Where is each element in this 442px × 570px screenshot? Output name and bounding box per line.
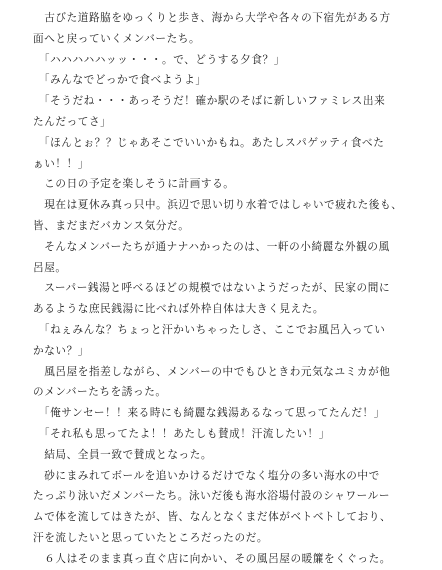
text-line: そんなメンバーたちが通ナナハかったのは、一軒の小綺麗な外観の風	[33, 240, 390, 253]
text-line: かない？」	[33, 344, 89, 357]
text-line: 「そうだね・・・あっそうだ！確か駅のそばに新しいファミレス出来	[33, 95, 386, 108]
text-line: 「それ私も思ってたよ！！あたしも賛成！汗流したい！」	[33, 427, 330, 440]
text-line: 「ほんとぉ？？じゃあそこでいいかもね。あたしスパゲッティ食べた	[33, 136, 385, 149]
text-line: 砂にまみれてボールを追いかけるだけでなく塩分の多い海水の中で	[33, 469, 380, 482]
text-line: 汗を流したいと思っていたところだったのだ。	[33, 531, 269, 544]
text-line: ６人はそのまま真っ直ぐ店に向かい、その風呂屋の暖簾をくぐった。	[33, 552, 391, 565]
text-line: 呂屋。	[33, 261, 67, 274]
text-line: 皆、まだまだバカンス気分だ。	[33, 219, 190, 232]
text-line: 風呂屋を指差しながら、メンバーの中でもひときわ元気なユミカが他	[33, 365, 391, 378]
text-line: 現在は夏休み真っ只中。浜辺で思い切り水着ではしゃいで疲れた後も、	[33, 199, 403, 212]
text-line: 「みんなでどっかで食べようよ」	[33, 74, 207, 87]
text-line: 面へと戻っていくメンバーたち。	[33, 32, 201, 45]
text-line: ぁい！！」	[33, 157, 89, 170]
text-line: 「俺サンセー！！来る時にも綺麗な銭湯あるなって思ってたんだ！」	[33, 407, 385, 420]
text-line: 古びた道路脇をゆっくりと歩き、海から大学や各々の下宿先がある方	[33, 12, 391, 24]
text-line: のメンバーたちを誘った。	[33, 386, 167, 399]
text-line: ムで体を流してはきたが、皆、なんとなくまだ体がベトベトしており、	[33, 511, 392, 524]
text-line: この日の予定を楽しそうに計画する。	[33, 178, 235, 191]
text-line: あるような庶民銭湯に比べれば外枠自体は大きく見えた。	[33, 303, 325, 316]
text-line: 結局、全員一致で賛成となった。	[33, 448, 213, 461]
text-line: 「ねぇみんな？ちょっと汗かいちゃったしさ、ここでお風呂入ってい	[33, 323, 386, 336]
text-line: たっぷり泳いだメンバーたち。泳いだ後も海水浴場付設のシャワールー	[33, 490, 391, 503]
text-line: たんだってさ」	[33, 115, 112, 128]
text-line: スーパー銭湯と呼べるほどの規模ではないようだったが、民家の間に	[33, 282, 391, 295]
text-line: 「ハハハハハッッ・・・。で、どうする夕食？」	[33, 53, 285, 66]
body-text	[33, 8, 418, 570]
